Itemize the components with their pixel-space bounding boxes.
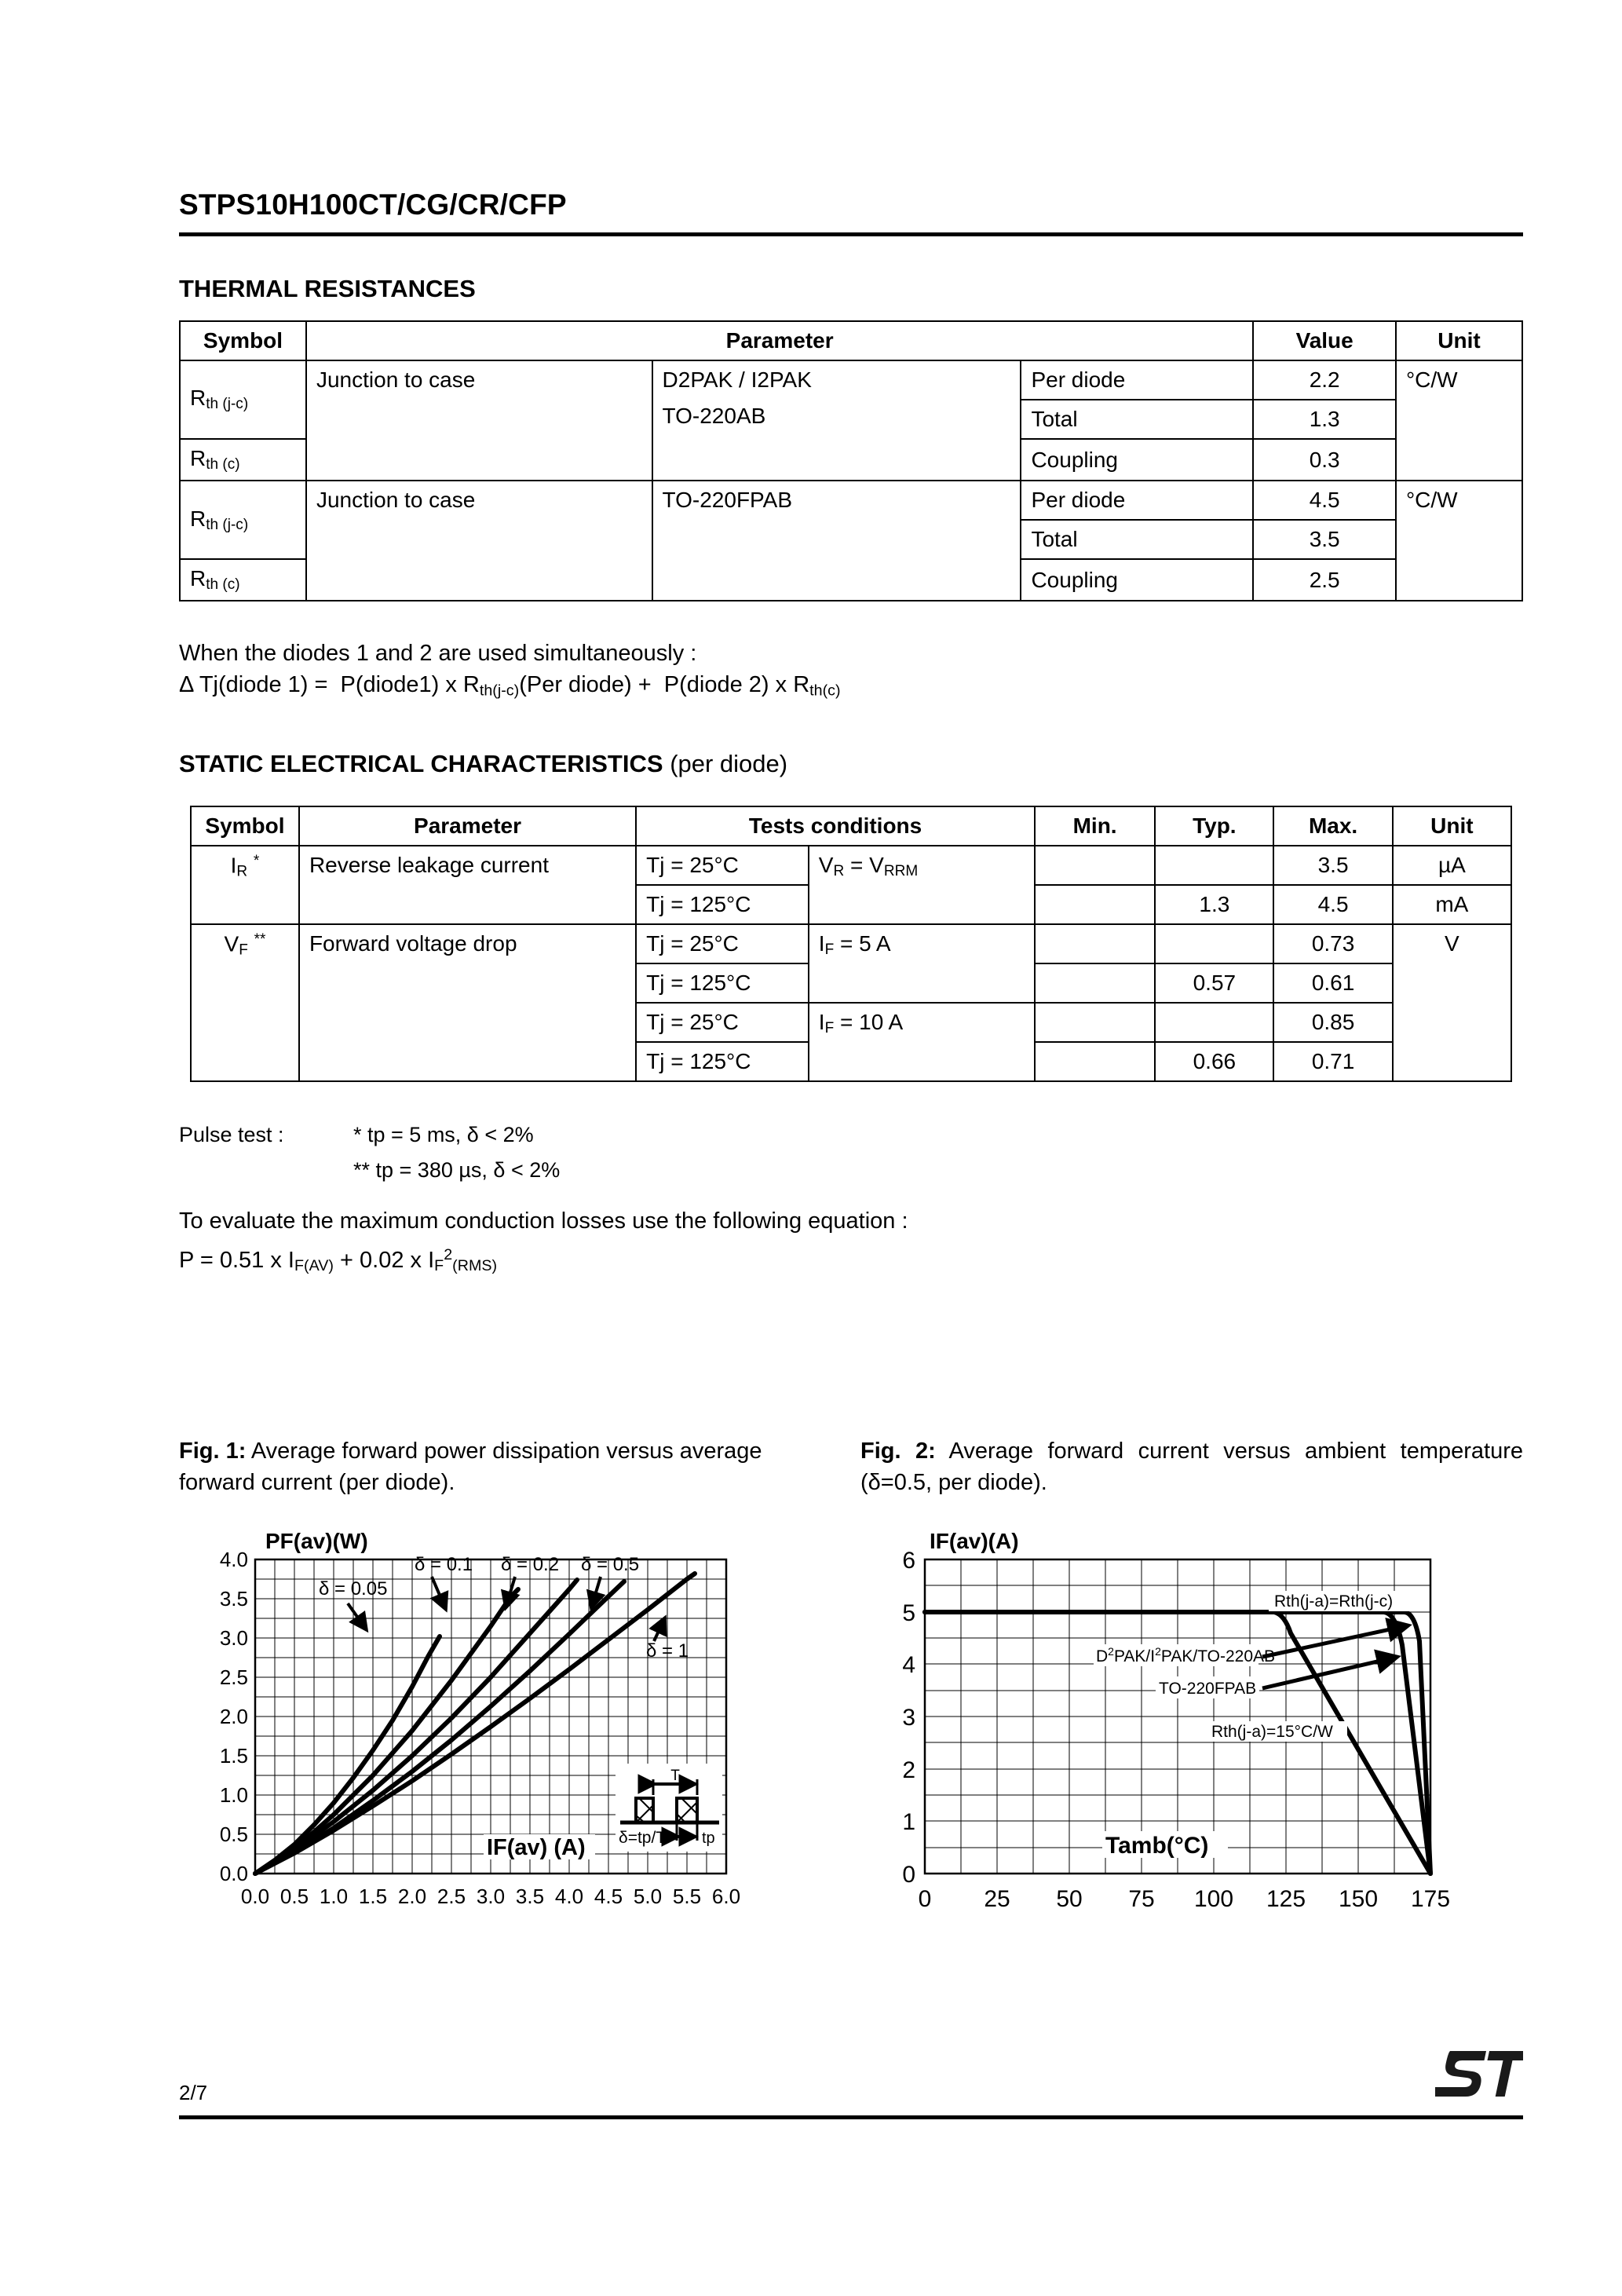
svg-text:5.0: 5.0 bbox=[633, 1885, 663, 1908]
fig1-x-tick-labels bbox=[241, 1885, 740, 1908]
table-row bbox=[191, 924, 1511, 963]
static-title-main: STATIC ELECTRICAL CHARACTERISTICS bbox=[179, 750, 663, 777]
table-row bbox=[191, 846, 1511, 885]
fig2-annot-rth-ja-jc: Rth(j-a)=Rth(j-c) bbox=[1274, 1592, 1394, 1610]
cell-condition-bias bbox=[809, 846, 1035, 924]
col-parameter: Parameter bbox=[306, 321, 1253, 360]
cell-unit: V bbox=[1393, 924, 1511, 1081]
header-divider bbox=[179, 232, 1523, 236]
cell-condition-temp: Tj = 125°C bbox=[636, 885, 809, 924]
cell-value: 3.5 bbox=[1253, 520, 1396, 559]
cell-unit: °C/W bbox=[1396, 481, 1522, 601]
svg-text:1: 1 bbox=[902, 1809, 915, 1835]
cell-min bbox=[1035, 885, 1155, 924]
cell-unit: µA bbox=[1393, 846, 1511, 885]
cell-condition: Per diode bbox=[1021, 481, 1253, 520]
symbol-subscript: R bbox=[236, 863, 248, 880]
cell-condition: Total bbox=[1021, 400, 1253, 439]
cell-max: 3.5 bbox=[1273, 846, 1392, 885]
fig2-caption bbox=[860, 1435, 1523, 1498]
svg-text:0: 0 bbox=[902, 1862, 915, 1888]
cell-condition-temp: Tj = 125°C bbox=[636, 963, 809, 1003]
static-title-sub: (per diode) bbox=[670, 750, 788, 777]
cond-base: V bbox=[818, 853, 834, 877]
eq-pre: P = 0.51 x I bbox=[179, 1247, 294, 1273]
fig1-chart bbox=[179, 1531, 815, 1940]
note-pre: Δ Tj(diode 1) = P(diode1) x R bbox=[179, 672, 480, 697]
cell-condition-bias bbox=[809, 1003, 1035, 1081]
cell-value: 2.5 bbox=[1253, 559, 1396, 601]
fig1-x-axis-title: IF(av) (A) bbox=[487, 1835, 586, 1860]
table-row bbox=[180, 360, 1522, 400]
package-line-1: D2PAK / I2PAK bbox=[662, 367, 812, 392]
cell-symbol bbox=[191, 924, 299, 1081]
svg-text:150: 150 bbox=[1338, 1886, 1379, 1912]
svg-text:5.5: 5.5 bbox=[672, 1885, 702, 1908]
page-number: 2/7 bbox=[179, 2081, 208, 2104]
thermal-note-line-2 bbox=[179, 669, 841, 706]
cell-condition: Coupling bbox=[1021, 559, 1253, 601]
cell-symbol bbox=[180, 360, 306, 439]
col-symbol: Symbol bbox=[180, 321, 306, 360]
st-logo bbox=[1435, 2040, 1523, 2108]
svg-text:2.0: 2.0 bbox=[219, 1705, 248, 1728]
cell-symbol bbox=[180, 559, 306, 601]
eq-sub-1: F(AV) bbox=[294, 1257, 334, 1275]
symbol-base: R bbox=[190, 566, 206, 591]
svg-text:4.0: 4.0 bbox=[219, 1548, 248, 1571]
cell-parameter: Forward voltage drop bbox=[299, 924, 636, 1081]
fig2-annot-to220fpab: TO-220FPAB bbox=[1159, 1680, 1257, 1698]
fig2-chart bbox=[860, 1531, 1523, 1940]
cell-package bbox=[652, 360, 1021, 481]
eq-mid: + 0.02 x I bbox=[333, 1247, 435, 1273]
fig2-y-tick-labels bbox=[902, 1548, 915, 1888]
symbol-base: I bbox=[230, 853, 237, 878]
fig1-annot-delta-1: δ = 1 bbox=[646, 1640, 689, 1662]
svg-text:6: 6 bbox=[902, 1548, 915, 1574]
svg-text:2.5: 2.5 bbox=[219, 1665, 248, 1689]
cond-sub: R bbox=[833, 863, 845, 880]
fig2-svg bbox=[860, 1531, 1523, 1940]
symbol-footnote: ** bbox=[254, 931, 266, 948]
cell-typ: 0.66 bbox=[1155, 1042, 1273, 1081]
cell-max: 4.5 bbox=[1273, 885, 1392, 924]
cell-min bbox=[1035, 1042, 1155, 1081]
svg-text:2.5: 2.5 bbox=[437, 1885, 466, 1908]
svg-text:50: 50 bbox=[1056, 1886, 1083, 1912]
cell-condition-temp: Tj = 25°C bbox=[636, 924, 809, 963]
cell-min bbox=[1035, 1003, 1155, 1042]
fig2-caption-text: Average forward current versus ambient temperature (δ=0.5, per diode). bbox=[860, 1439, 1523, 1495]
cond-sub: F bbox=[824, 1020, 835, 1037]
fig2-annot-d2pak: $D^2PAK/I^2PAK/TO-220AB$ bbox=[1096, 1645, 1276, 1665]
cell-unit: °C/W bbox=[1396, 360, 1522, 481]
svg-text:100: 100 bbox=[1193, 1886, 1234, 1912]
symbol-base: V bbox=[224, 931, 239, 956]
cell-max: 0.73 bbox=[1273, 924, 1392, 963]
symbol-subscript: th (c) bbox=[206, 456, 240, 473]
cell-max: 0.71 bbox=[1273, 1042, 1392, 1081]
fig2-x-tick-labels bbox=[919, 1886, 1450, 1912]
static-electrical-characteristics-table bbox=[190, 806, 1512, 1082]
cell-parameter: Reverse leakage current bbox=[299, 846, 636, 924]
eq-sub-3: (RMS) bbox=[452, 1257, 498, 1275]
fig1-caption bbox=[179, 1435, 799, 1498]
cell-value: 4.5 bbox=[1253, 481, 1396, 520]
symbol-base: R bbox=[190, 446, 206, 470]
cell-condition: Coupling bbox=[1021, 439, 1253, 481]
cond-base: I bbox=[818, 1010, 825, 1034]
col-typ: Typ. bbox=[1155, 806, 1273, 846]
svg-text:175: 175 bbox=[1410, 1886, 1451, 1912]
cond-eq: = 10 A bbox=[834, 1010, 904, 1034]
cond-sub: F bbox=[824, 941, 835, 959]
eq-sub-2: F bbox=[434, 1257, 444, 1275]
table-header-row bbox=[180, 321, 1522, 360]
symbol-subscript: th (c) bbox=[206, 576, 240, 594]
fig1-inset-pulse-diagram bbox=[616, 1764, 722, 1852]
inset-tp-label: tp bbox=[702, 1830, 715, 1847]
symbol-subscript: th (j-c) bbox=[206, 516, 249, 533]
cell-typ bbox=[1155, 924, 1273, 963]
cell-unit: mA bbox=[1393, 885, 1511, 924]
col-value: Value bbox=[1253, 321, 1396, 360]
equation-intro: To evaluate the maximum conduction losses use the following equation : bbox=[179, 1208, 908, 1234]
cell-typ: 1.3 bbox=[1155, 885, 1273, 924]
cell-symbol bbox=[191, 846, 299, 924]
inset-T-label: T bbox=[670, 1768, 680, 1784]
col-unit: Unit bbox=[1396, 321, 1522, 360]
note-sub-2: th(c) bbox=[809, 682, 841, 700]
cell-min bbox=[1035, 924, 1155, 963]
pulse-test-label: Pulse test : bbox=[179, 1123, 284, 1146]
fig1-svg bbox=[179, 1531, 815, 1940]
pulse-test-note-2: ** tp = 380 µs, δ < 2% bbox=[353, 1158, 561, 1182]
inset-duty-label: δ=tp/T bbox=[619, 1829, 667, 1847]
thermal-note-line-1: When the diodes 1 and 2 are used simultaneously : bbox=[179, 641, 697, 666]
conduction-loss-equation bbox=[179, 1239, 497, 1281]
svg-text:5: 5 bbox=[902, 1600, 915, 1626]
svg-text:4.5: 4.5 bbox=[594, 1885, 623, 1908]
svg-text:6.0: 6.0 bbox=[711, 1885, 741, 1908]
fig1-label: Fig. 1: bbox=[179, 1439, 247, 1464]
svg-text:2.0: 2.0 bbox=[397, 1885, 427, 1908]
svg-text:2: 2 bbox=[902, 1757, 915, 1783]
svg-text:3.5: 3.5 bbox=[219, 1587, 248, 1610]
svg-text:1.0: 1.0 bbox=[219, 1783, 248, 1807]
cell-value: 1.3 bbox=[1253, 400, 1396, 439]
svg-text:1.0: 1.0 bbox=[319, 1885, 349, 1908]
note-sub-1: th(j-c) bbox=[479, 682, 520, 700]
fig2-label: Fig. 2: bbox=[860, 1439, 936, 1464]
svg-text:75: 75 bbox=[1128, 1886, 1155, 1912]
svg-text:125: 125 bbox=[1266, 1886, 1306, 1912]
svg-text:4.0: 4.0 bbox=[554, 1885, 584, 1908]
page-title: STPS10H100CT/CG/CR/CFP bbox=[179, 188, 567, 221]
fig1-y-axis-title: PF(av)(W) bbox=[265, 1531, 368, 1553]
fig1-annot-delta-0-2: δ = 0.2 bbox=[501, 1554, 560, 1575]
cell-package: TO-220FPAB bbox=[652, 481, 1021, 601]
fig2-x-axis-title: Tamb(°C) bbox=[1105, 1833, 1209, 1859]
fig2-annot-rth-15: Rth(j-a)=15°C/W bbox=[1211, 1723, 1333, 1741]
cell-typ: 0.57 bbox=[1155, 963, 1273, 1003]
cell-condition: Total bbox=[1021, 520, 1253, 559]
cell-parameter: Junction to case bbox=[306, 360, 652, 481]
cond-eq: = V bbox=[844, 853, 884, 877]
cell-condition-temp: Tj = 25°C bbox=[636, 846, 809, 885]
symbol-base: R bbox=[190, 386, 206, 411]
fig1-caption-text: Average forward power dissipation versus average forward current (per diode). bbox=[179, 1439, 762, 1495]
fig1-y-tick-labels bbox=[220, 1548, 248, 1885]
symbol-base: R bbox=[190, 506, 206, 531]
cond-eq: = 5 A bbox=[834, 931, 891, 956]
svg-text:3.0: 3.0 bbox=[219, 1626, 248, 1650]
note-mid: (Per diode) + P(diode 2) x R bbox=[519, 672, 810, 697]
symbol-subscript: F bbox=[239, 941, 248, 959]
svg-text:0: 0 bbox=[918, 1886, 932, 1912]
svg-text:0.0: 0.0 bbox=[240, 1885, 270, 1908]
thermal-resistances-table bbox=[179, 320, 1523, 601]
package-line-2: TO-220AB bbox=[662, 404, 766, 428]
static-section-title bbox=[179, 750, 787, 778]
datasheet-page bbox=[179, 0, 1523, 2296]
col-tests-conditions: Tests conditions bbox=[636, 806, 1035, 846]
svg-text:0.5: 0.5 bbox=[279, 1885, 309, 1908]
col-min: Min. bbox=[1035, 806, 1155, 846]
svg-text:3: 3 bbox=[902, 1705, 915, 1731]
cell-condition-temp: Tj = 25°C bbox=[636, 1003, 809, 1042]
eq-sup: 2 bbox=[444, 1246, 453, 1263]
cell-typ bbox=[1155, 1003, 1273, 1042]
svg-text:0.0: 0.0 bbox=[219, 1862, 248, 1885]
col-unit: Unit bbox=[1393, 806, 1511, 846]
cell-condition-bias bbox=[809, 924, 1035, 1003]
symbol-subscript: th (j-c) bbox=[206, 396, 249, 413]
svg-text:1.5: 1.5 bbox=[219, 1744, 248, 1768]
svg-text:3.0: 3.0 bbox=[476, 1885, 506, 1908]
fig1-annot-delta-0-1: δ = 0.1 bbox=[415, 1554, 473, 1575]
cond-base: I bbox=[818, 931, 825, 956]
cond-sub2: RRM bbox=[883, 863, 919, 880]
col-symbol: Symbol bbox=[191, 806, 299, 846]
svg-text:25: 25 bbox=[984, 1886, 1010, 1912]
svg-text:0.5: 0.5 bbox=[219, 1823, 248, 1846]
col-max: Max. bbox=[1273, 806, 1392, 846]
cell-typ bbox=[1155, 846, 1273, 885]
fig1-annot-delta-0-05: δ = 0.05 bbox=[319, 1578, 388, 1600]
cell-min bbox=[1035, 846, 1155, 885]
svg-text:1.5: 1.5 bbox=[358, 1885, 388, 1908]
fig1-annot-delta-0-5: δ = 0.5 bbox=[581, 1554, 640, 1575]
footer-divider bbox=[179, 2115, 1523, 2119]
cell-symbol bbox=[180, 481, 306, 559]
table-header-row bbox=[191, 806, 1511, 846]
col-parameter: Parameter bbox=[299, 806, 636, 846]
cell-value: 2.2 bbox=[1253, 360, 1396, 400]
cell-value: 0.3 bbox=[1253, 439, 1396, 481]
thermal-section-title: THERMAL RESISTANCES bbox=[179, 275, 476, 302]
cell-parameter: Junction to case bbox=[306, 481, 652, 601]
fig2-y-axis-title: IF(av)(A) bbox=[930, 1531, 1019, 1553]
cell-max: 0.61 bbox=[1273, 963, 1392, 1003]
cell-min bbox=[1035, 963, 1155, 1003]
cell-condition-temp: Tj = 125°C bbox=[636, 1042, 809, 1081]
pulse-test-note-1: * tp = 5 ms, δ < 2% bbox=[353, 1123, 534, 1146]
svg-text:3.5: 3.5 bbox=[515, 1885, 545, 1908]
cell-condition: Per diode bbox=[1021, 360, 1253, 400]
svg-text:4: 4 bbox=[902, 1652, 915, 1678]
cell-max: 0.85 bbox=[1273, 1003, 1392, 1042]
symbol-footnote: * bbox=[253, 853, 260, 869]
table-row bbox=[180, 481, 1522, 520]
cell-symbol bbox=[180, 439, 306, 481]
